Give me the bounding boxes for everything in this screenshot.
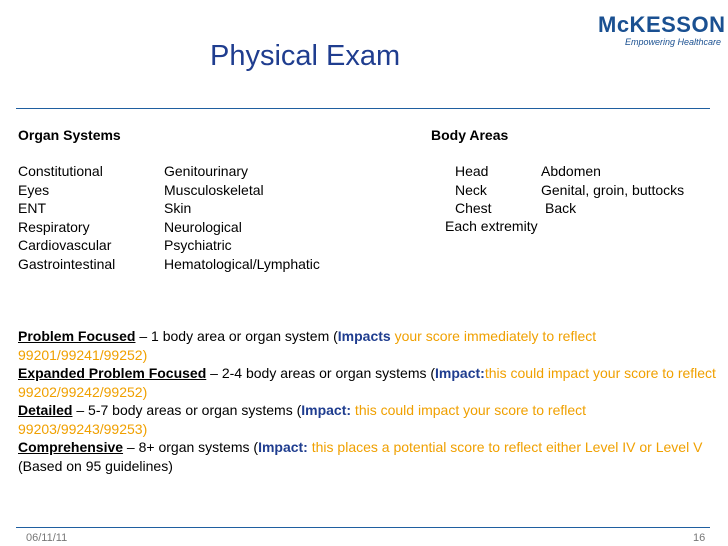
body-areas-col1 (455, 162, 492, 218)
organ-item: Respiratory (18, 218, 90, 235)
level-desc: – 5-7 body areas or organ systems ( (72, 402, 302, 418)
impact-label: Impact: (435, 365, 485, 381)
level-detailed (18, 401, 718, 438)
body-areas-heading: Body Areas (431, 127, 509, 143)
body-area-item: Neck (455, 181, 487, 198)
impact-label: Impact: (258, 439, 308, 455)
guidelines-note: (Based on 95 guidelines) (18, 457, 173, 474)
organ-systems-col2 (164, 162, 320, 273)
impact-text: your score immediately to reflect 99201/99241/99252) (18, 328, 597, 363)
logo-tagline: Empowering Healthcare (625, 37, 722, 47)
impact-text: this could impact your score to reflect 99202/99242/99252) (18, 365, 716, 400)
organ-item: Genitourinary (164, 163, 249, 179)
impact-text: this places a potential score to reflect either Level IV or Level V (307, 439, 703, 455)
mckesson-logo: McKESSON (598, 12, 726, 37)
level-name: Problem Focused (18, 328, 136, 344)
body-area-item: Genital, groin, buttocks (541, 181, 685, 198)
footer-divider (16, 527, 710, 528)
level-desc: – 2-4 body areas or organ systems ( (206, 365, 436, 381)
body-area-extremity: Each extremity (445, 218, 538, 234)
footer-date: 06/11/11 (26, 532, 68, 544)
level-name: Detailed (18, 402, 73, 418)
organ-item: Psychiatric (164, 237, 232, 253)
page-number: 16 (693, 532, 706, 544)
impact-label: Impacts (337, 328, 391, 344)
impact-label: Impact: (301, 402, 352, 418)
organ-item: Constitutional (18, 163, 103, 179)
level-comprehensive (18, 438, 718, 457)
body-areas-col2 (541, 162, 684, 218)
organ-item: ENT (18, 200, 46, 216)
level-desc: – 8+ organ systems ( (123, 439, 259, 455)
level-desc: – 1 body area or organ system ( (135, 328, 338, 344)
organ-item: Skin (164, 200, 192, 216)
impact-text: this could impact your score to reflect 99203/99243/99253) (18, 402, 587, 437)
level-problem-focused (18, 327, 718, 364)
level-expanded-problem-focused (18, 364, 718, 401)
body-area-item: Chest (455, 200, 492, 216)
level-name: Comprehensive (18, 439, 124, 455)
organ-item: Musculoskeletal (164, 181, 264, 198)
header-divider (16, 108, 710, 109)
body-area-item: Back (545, 200, 577, 216)
body-area-item: Abdomen (541, 163, 601, 179)
organ-systems-col1 (18, 162, 115, 273)
organ-item: Hematological/Lymphatic (164, 255, 320, 272)
level-name: Expanded Problem Focused (18, 365, 207, 381)
slide-title: Physical Exam (210, 40, 401, 72)
exam-levels (18, 327, 718, 475)
body-area-item: Head (455, 163, 489, 179)
organ-item: Eyes (18, 181, 50, 198)
organ-systems-heading: Organ Systems (18, 127, 121, 143)
organ-item: Neurological (164, 218, 242, 235)
organ-item: Gastrointestinal (18, 255, 116, 272)
organ-item: Cardiovascular (18, 237, 112, 253)
